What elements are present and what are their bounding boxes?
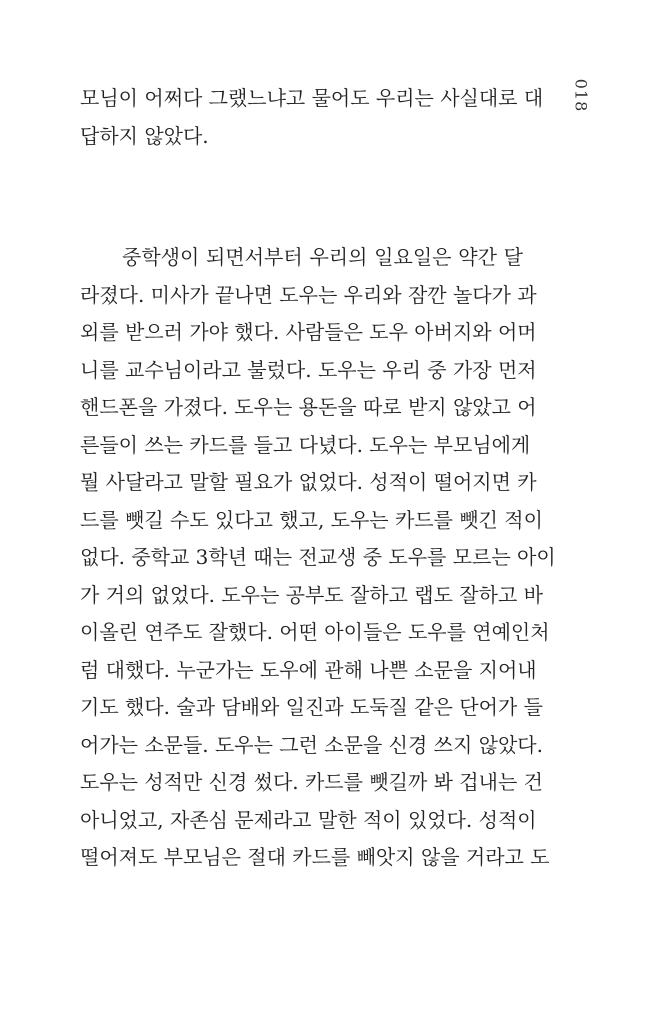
text-line: 니를 교수님이라고 불렀다. 도우는 우리 중 가장 먼저 — [80, 357, 537, 382]
text-line: 없다. 중학교 3학년 때는 전교생 중 도우를 모르는 아이 — [80, 545, 556, 569]
text-line: 어가는 소문들. 도우는 그런 소문을 신경 쓰지 않았다. — [80, 732, 543, 757]
page-number: 018 — [571, 78, 591, 113]
paragraph-1 — [80, 80, 544, 155]
paragraph-gap — [80, 155, 523, 239]
text-line: 이올린 연주도 잘했다. 어떤 아이들은 도우를 연예인처 — [80, 620, 550, 644]
text-line: 럼 대했다. 누군가는 도우에 관해 나쁜 소문을 지어내 — [80, 657, 537, 682]
text-line: 중학생이 되면서부터 우리의 일요일은 약간 달 — [122, 245, 523, 269]
text-line: 드를 뺏길 수도 있다고 했고, 도우는 카드를 뺏긴 적이 — [80, 507, 543, 532]
text-line: 가 거의 없었다. 도우는 공부도 잘하고 랩도 잘하고 바 — [80, 582, 543, 607]
text-line: 라졌다. 미사가 끝나면 도우는 우리와 잠깐 놀다가 과 — [80, 282, 537, 307]
text-line: 떨어져도 부모님은 절대 카드를 빼앗지 않을 거라고 도 — [80, 845, 550, 869]
text-line: 도우는 성적만 신경 썼다. 카드를 뺏길까 봐 겁내는 건 — [80, 770, 543, 794]
text-line: 답하지 않았다. — [80, 123, 209, 148]
text-line: 기도 했다. 술과 담배와 일진과 도둑질 같은 단어가 들 — [80, 695, 543, 719]
body-text — [80, 80, 556, 877]
text-line: 외를 받으러 가야 했다. 사람들은 도우 아버지와 어머 — [80, 320, 537, 344]
text-line: 핸드폰을 가졌다. 도우는 용돈을 따로 받지 않았고 어 — [80, 395, 537, 419]
text-line: 뭘 사달라고 말할 필요가 없었다. 성적이 떨어지면 카 — [80, 470, 537, 494]
text-line: 른들이 쓰는 카드를 들고 다녔다. 도우는 부모님에게 — [80, 432, 531, 457]
text-line: 아니었고, 자존심 문제라고 말한 적이 있었다. 성적이 — [80, 807, 537, 832]
paragraph-2 — [80, 239, 556, 877]
text-line: 모님이 어쩌다 그랬느냐고 물어도 우리는 사실대로 대 — [80, 86, 544, 110]
